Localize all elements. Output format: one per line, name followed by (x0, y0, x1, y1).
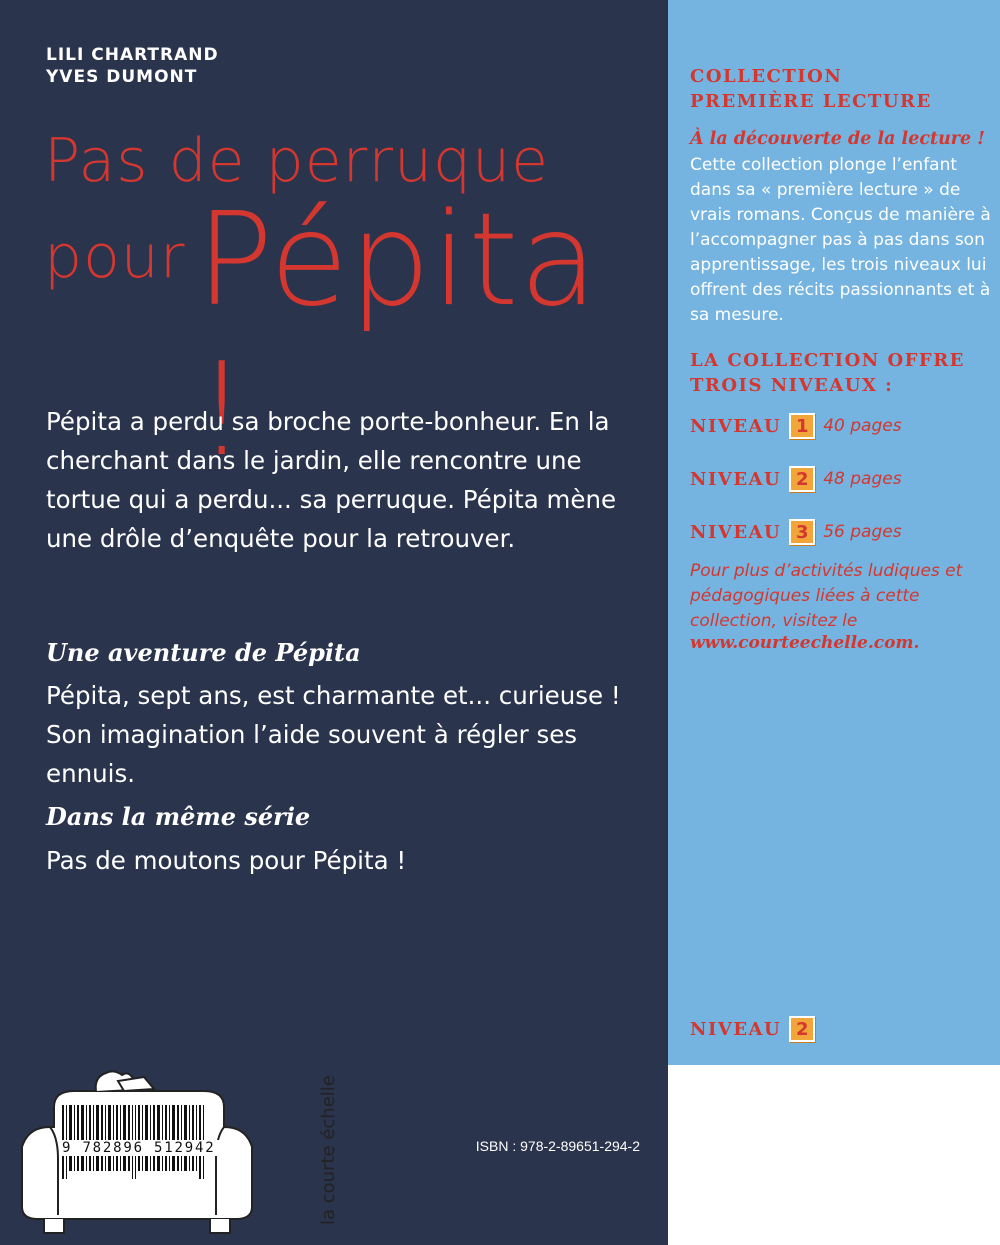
publisher-name: la courte échelle (318, 1075, 339, 1225)
book-level (690, 1016, 815, 1042)
book-title-line1: Pas de perruque (44, 126, 550, 196)
book-level-label: NIVEAU (690, 1018, 782, 1040)
collection-heading-line1: COLLECTION (690, 66, 843, 87)
collection-subtitle: À la découverte de la lecture ! (690, 129, 985, 149)
book-level-badge: 2 (789, 1016, 815, 1042)
barcode-digits: 9 782896 512942 (60, 1140, 230, 1156)
author-1: LILI CHARTRAND (46, 45, 219, 65)
collection-info: Pour plus d’activités ludiques et pédagogiques liées à cette collection, visitez le (690, 561, 963, 631)
serie-heading: Dans la même série (46, 802, 311, 831)
aventure-paragraph: Pépita, sept ans, est charmante et... curieuse ! Son imagination l’aide souvent à régler ses ennuis. (46, 681, 621, 788)
level-pages: 48 pages (823, 469, 902, 489)
barcode-strip (668, 1065, 1000, 1245)
publisher-website-link[interactable]: www.courteechelle.com. (690, 633, 920, 653)
summary-paragraph: Pépita a perdu sa broche porte-bonheur. En la cherchant dans le jardin, elle rencontre une tortue qui a perdu... sa perruque. Pépita mène une drôle d’enquête pour la retrouver. (46, 407, 617, 553)
level-label: NIVEAU (690, 415, 782, 437)
level-badge: 3 (789, 519, 815, 545)
aventure-heading: Une aventure de Pépita (46, 638, 361, 667)
level-label: NIVEAU (690, 521, 782, 543)
isbn: ISBN : 978-2-89651-294-2 (475, 1138, 640, 1154)
level-row-1 (690, 413, 902, 439)
level-badge: 1 (789, 413, 815, 439)
authors (46, 44, 219, 88)
book-title-line2-big: Pépita ! (196, 186, 599, 485)
serie-paragraph: Pas de moutons pour Pépita ! (46, 846, 407, 875)
collection-description: Cette collection plonge l’enfant dans sa « première lecture » de vrais romans. Conçus de manière à l’accompagner pas à pas dans son apprentissage, les trois niveaux lui offrent des récits passionnants et à sa mesure. (690, 155, 991, 325)
collection-heading-line2: PREMIÈRE LECTURE (690, 91, 932, 112)
offer-heading (690, 348, 965, 398)
collection-heading (690, 64, 932, 114)
book-title-line2-small: pour (44, 222, 186, 292)
author-2: YVES DUMONT (46, 67, 198, 87)
offer-heading-line2: TROIS NIVEAUX : (690, 375, 894, 396)
level-pages: 40 pages (823, 416, 902, 436)
offer-heading-line1: LA COLLECTION OFFRE (690, 350, 965, 371)
level-pages: 56 pages (823, 522, 902, 542)
level-badge: 2 (789, 466, 815, 492)
level-row-2 (690, 466, 902, 492)
collection-panel (668, 0, 1000, 1245)
level-row-3 (690, 519, 902, 545)
level-label: NIVEAU (690, 468, 782, 490)
